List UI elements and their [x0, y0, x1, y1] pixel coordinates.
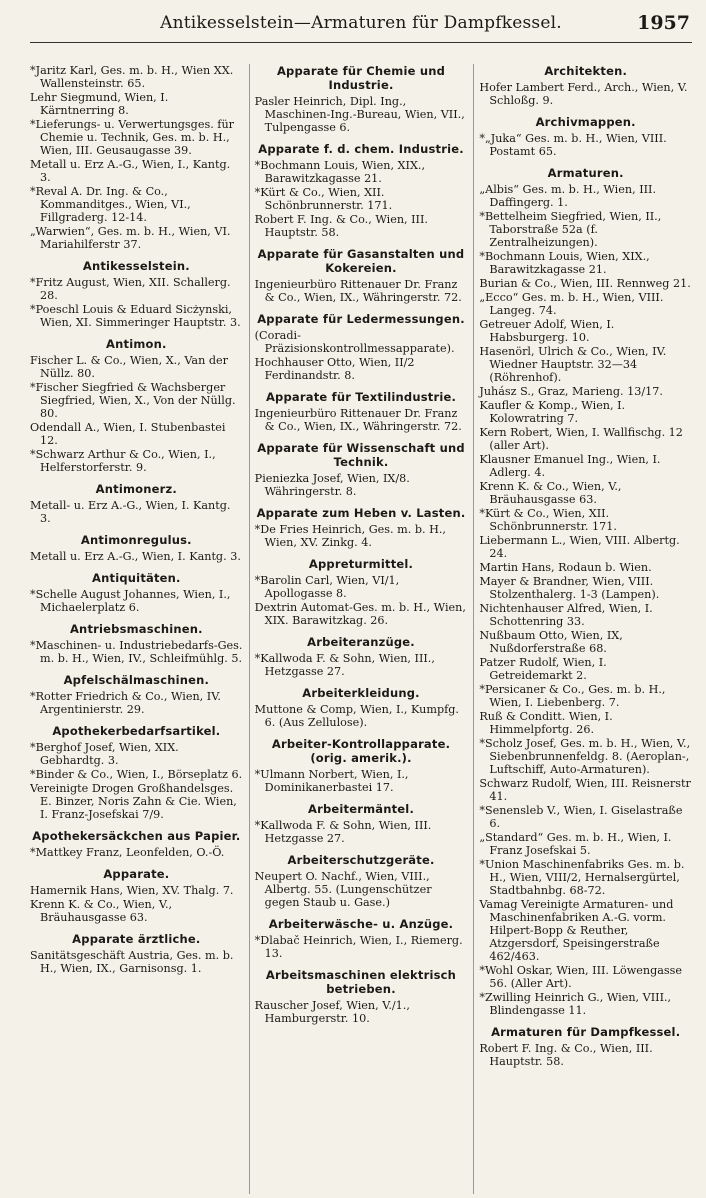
directory-entry: Metall u. Erz A.-G., Wien, I., Kantg. 3. [30, 158, 231, 184]
section-heading: Apparate. [103, 867, 170, 881]
directory-entry: Ingenieurbüro Rittenauer Dr. Franz & Co., Wien, IX., Währingerstr. 72. [254, 278, 462, 304]
directory-entry: Burian & Co., Wien, III. Rennweg 21. [479, 277, 691, 290]
directory-entry: Kern Robert, Wien, I. Wallfischg. 12 (aller Art). [479, 426, 683, 452]
directory-entry: *Poeschl Louis & Eduard Sicżynski, Wien, XI. Simmeringer Hauptstr. 3. [30, 303, 241, 329]
directory-entry: *Bochmann Louis, Wien, XIX., Barawitzkagasse 21. [479, 250, 650, 276]
section-heading: Archivmappen. [535, 115, 636, 129]
section-heading: Apparate für Ledermessungen. [257, 312, 465, 326]
directory-entry: Juhász S., Graz, Marieng. 13/17. [479, 385, 663, 398]
section-heading: Apothekersäckchen aus Papier. [32, 829, 241, 843]
directory-entry: Metall- u. Erz A.-G., Wien, I. Kantg. 3. [30, 499, 231, 525]
directory-entry: *Bochmann Louis, Wien, XIX., Barawitzkagasse 21. [254, 159, 426, 185]
directory-entry: *Schelle August Johannes, Wien, I., Michaelerplatz 6. [30, 588, 231, 614]
section-heading: Arbeitermäntel. [307, 802, 415, 816]
directory-entry: *De Fries Heinrich, Ges. m. b. H., Wien, XV. Zinkg. 4. [254, 523, 446, 549]
directory-entry: Patzer Rudolf, Wien, I. Getreidemarkt 2. [479, 656, 607, 682]
directory-entry: *Berghof Josef, Wien, XIX. Gebhardtg. 3. [30, 741, 179, 767]
directory-entry: *Binder & Co., Wien, I., Börseplatz 6. [30, 768, 243, 781]
directory-entry: Mayer & Brandner, Wien, VIII. Stolzenthalerg. 1-3 (Lampen). [479, 575, 660, 601]
directory-entry: Metall u. Erz A.-G., Wien, I. Kantg. 3. [30, 550, 241, 563]
section-heading: Apparate für Textilindustrie. [265, 390, 457, 404]
directory-entry: Ruß & Conditt. Wien, I. Himmelpfortg. 26. [479, 710, 613, 736]
directory-entry: Ingenieurbüro Rittenauer Dr. Franz & Co., Wien, IX., Währingerstr. 72. [254, 407, 462, 433]
section-heading: Arbeitsmaschinen elektrisch betrieben. [265, 968, 457, 996]
section-heading: Antimonerz. [95, 482, 177, 496]
section-heading: Arbeiterkleidung. [302, 686, 420, 700]
section-heading: Armaturen für Dampfkessel. [491, 1025, 681, 1039]
section-heading: Antriebsmaschinen. [69, 622, 203, 636]
section-heading: Architekten. [544, 64, 628, 78]
directory-entry: *Senensleb V., Wien, I. Giselastraße 6. [479, 804, 683, 830]
directory-entry: Odendall A., Wien, I. Stubenbastei 12. [30, 421, 226, 447]
directory-entry: Hofer Lambert Ferd., Arch., Wien, V. Schloßg. 9. [479, 81, 688, 107]
section-heading: Apothekerbedarfsartikel. [52, 724, 221, 738]
directory-entry: *Barolin Carl, Wien, VI/1, Apollogasse 8. [254, 574, 400, 600]
section-heading: Appreturmittel. [308, 557, 414, 571]
directory-entry: *Maschinen- u. Industriebedarfs-Ges. m. b. H., Wien, IV., Schleifmühlg. 5. [30, 639, 243, 665]
directory-entry: *Lieferungs- u. Verwertungsges. für Chemie u. Technik, Ges. m. b. H., Wien, III. Geusaugasse 39. [30, 118, 235, 157]
section-heading: Apparate für Wissenschaft und Technik. [257, 441, 465, 469]
section-heading: Apparate f. d. chem. Industrie. [258, 142, 464, 156]
section-heading: Antimon. [106, 337, 167, 351]
section-heading: Arbeiteranzüge. [307, 635, 415, 649]
section-heading: Antikesselstein. [82, 259, 190, 273]
directory-entry: Nichtenhauser Alfred, Wien, I. Schottenring 33. [479, 602, 653, 628]
directory-entry: Dextrin Automat-Ges. m. b. H., Wien, XIX. Barawitzkag. 26. [254, 601, 466, 627]
directory-entry: Muttone & Comp, Wien, I., Kumpfg. 6. (Aus Zellulose). [254, 703, 459, 729]
directory-entry: *Kürt & Co., Wien, XII. Schönbrunnerstr. 171. [254, 186, 393, 212]
directory-entry: Pieniezka Josef, Wien, IX/8. Währingerstr. 8. [254, 472, 410, 498]
page-header [30, 8, 692, 43]
directory-entry: *Dlabač Heinrich, Wien, I., Riemerg. 13. [254, 934, 463, 960]
section-heading: Arbeiterwäsche- u. Anzüge. [268, 917, 454, 931]
column-2 [249, 64, 468, 1194]
directory-entry: *Kallwoda F. & Sohn, Wien, III., Hetzgasse 27. [254, 652, 435, 678]
directory-entry: Liebermann L., Wien, VIII. Albertg. 24. [479, 534, 680, 560]
directory-entry: „Ecco“ Ges. m. b. H., Wien, VIII. Langeg. 74. [479, 291, 664, 317]
directory-entry: Neupert O. Nachf., Wien, VIII., Albertg. 55. (Lungenschützer gegen Staub u. Gase.) [254, 870, 432, 909]
directory-entry: *Jaritz Karl, Ges. m. b. H., Wien XX. Wallensteinstr. 65. [30, 64, 234, 90]
directory-entry: *Ulmann Norbert, Wien, I., Dominikanerbastei 17. [254, 768, 409, 794]
directory-entry: *„Juka“ Ges. m. b. H., Wien, VIII. Postamt 65. [479, 132, 667, 158]
directory-entry: *Union Maschinenfabriks Ges. m. b. H., Wien, VIII/2, Hernalsergürtel, Stadtbahnbg. 68-72. [479, 858, 685, 897]
directory-entry: Klausner Emanuel Ing., Wien, I. Adlerg. 4. [479, 453, 661, 479]
directory-columns [30, 64, 692, 1194]
section-heading: Apparate ärztliche. [72, 932, 201, 946]
directory-entry: Vamag Vereinigte Armaturen- und Maschinenfabriken A.-G. vorm. Hilpert-Bopp & Reuther, Atzgersdorf, Speisingerstraße 462/463. [479, 898, 674, 963]
section-heading: Arbeiterschutzgeräte. [287, 853, 435, 867]
directory-entry: Fischer L. & Co., Wien, X., Van der Nüllz. 80. [30, 354, 228, 380]
column-3 [473, 64, 692, 1194]
directory-entry: *Kürt & Co., Wien, XII. Schönbrunnerstr. 171. [479, 507, 617, 533]
section-heading: Apparate für Chemie und Industrie. [276, 64, 446, 92]
section-heading: Apparate zum Heben v. Lasten. [256, 506, 466, 520]
section-heading: Arbeiter-Kontrollapparate. (orig. amerik.). [271, 737, 451, 765]
section-heading: Apparate für Gasanstalten und Kokereien. [257, 247, 465, 275]
directory-entry: Hochhauser Otto, Wien, II/2 Ferdinandstr. 8. [254, 356, 415, 382]
directory-entry: Krenn K. & Co., Wien, V., Bräuhausgasse 63. [479, 480, 622, 506]
directory-entry: Kaufler & Komp., Wien, I. Kolowratring 7. [479, 399, 626, 425]
directory-entry: Getreuer Adolf, Wien, I. Habsburgerg. 10. [479, 318, 615, 344]
directory-entry: Robert F. Ing. & Co., Wien, III. Hauptstr. 58. [254, 213, 428, 239]
directory-entry: „Albis“ Ges. m. b. H., Wien, III. Daffingerg. 1. [479, 183, 657, 209]
section-heading: Apfelschälmaschinen. [63, 673, 210, 687]
directory-entry: (Coradi-Präzisionskontrollmessapparate). [254, 329, 455, 355]
directory-entry: Hasenörl, Ulrich & Co., Wien, IV. Wiedner Hauptstr. 32—34 (Röhrenhof). [479, 345, 667, 384]
column-1 [30, 64, 243, 1194]
directory-entry: *Fischer Siegfried & Wachsberger Siegfried, Wien, X., Von der Nüllg. 80. [30, 381, 236, 420]
directory-entry: *Scholz Josef, Ges. m. b. H., Wien, V., Siebenbrunnenfeldg. 8. (Aeroplan-, Luftschiff, Auto-Armaturen). [479, 737, 691, 776]
directory-entry: Martin Hans, Rodaun b. Wien. [479, 561, 652, 574]
page-title: Antikesselstein—Armaturen für Dampfkessel. [160, 13, 562, 33]
directory-entry: „Standard“ Ges. m. b. H., Wien, I. Franz Josefskai 5. [479, 831, 672, 857]
directory-entry: Krenn K. & Co., Wien, V., Bräuhausgasse 63. [30, 898, 173, 924]
directory-entry: „Warwien“, Ges. m. b. H., Wien, VI. Mariahilferstr 37. [30, 225, 231, 251]
directory-entry: *Persicaner & Co., Ges. m. b. H., Wien, I. Liebenberg. 7. [479, 683, 666, 709]
directory-entry: *Schwarz Arthur & Co., Wien, I., Helferstorferstr. 9. [30, 448, 216, 474]
directory-entry: Nußbaum Otto, Wien, IX, Nußdorferstraße 68. [479, 629, 623, 655]
directory-entry: *Kallwoda F. & Sohn, Wien, III. Hetzgasse 27. [254, 819, 432, 845]
directory-entry: Hamernik Hans, Wien, XV. Thalg. 7. [30, 884, 234, 897]
section-heading: Armaturen. [547, 166, 624, 180]
directory-entry: *Mattkey Franz, Leonfelden, O.-Ö. [30, 846, 225, 859]
directory-entry: Sanitätsgeschäft Austria, Ges. m. b. H., Wien, IX., Garnisonsg. 1. [30, 949, 234, 975]
directory-entry: Robert F. Ing. & Co., Wien, III. Hauptstr. 58. [479, 1042, 653, 1068]
directory-entry: *Wohl Oskar, Wien, III. Löwengasse 56. (Aller Art). [479, 964, 683, 990]
section-heading: Antimonregulus. [80, 533, 192, 547]
directory-entry: *Reval A. Dr. Ing. & Co., Kommanditges., Wien, VI., Fillgraderg. 12-14. [30, 185, 191, 224]
directory-entry: Lehr Siegmund, Wien, I. Kärntnerring 8. [30, 91, 169, 117]
directory-entry: *Fritz August, Wien, XII. Schallerg. 28. [30, 276, 231, 302]
directory-entry: Schwarz Rudolf, Wien, III. Reisnerstr 41. [479, 777, 691, 803]
directory-entry: *Zwilling Heinrich G., Wien, VIII., Blindengasse 11. [479, 991, 672, 1017]
directory-entry: *Bettelheim Siegfried, Wien, II., Taborstraße 52a (f. Zentralheizungen). [479, 210, 662, 249]
page-number: 1957 [637, 12, 690, 34]
directory-entry: Rauscher Josef, Wien, V./1., Hamburgerstr. 10. [254, 999, 410, 1025]
section-heading: Antiquitäten. [92, 571, 181, 585]
directory-entry: Vereinigte Drogen Großhandelsges. E. Binzer, Noris Zahn & Cie. Wien, I. Franz-Josefskai 7/9. [30, 782, 237, 821]
directory-entry: Pasler Heinrich, Dipl. Ing., Maschinen-Ing.-Bureau, Wien, VII., Tulpengasse 6. [254, 95, 465, 134]
directory-entry: *Rotter Friedrich & Co., Wien, IV. Argentinierstr. 29. [30, 690, 221, 716]
